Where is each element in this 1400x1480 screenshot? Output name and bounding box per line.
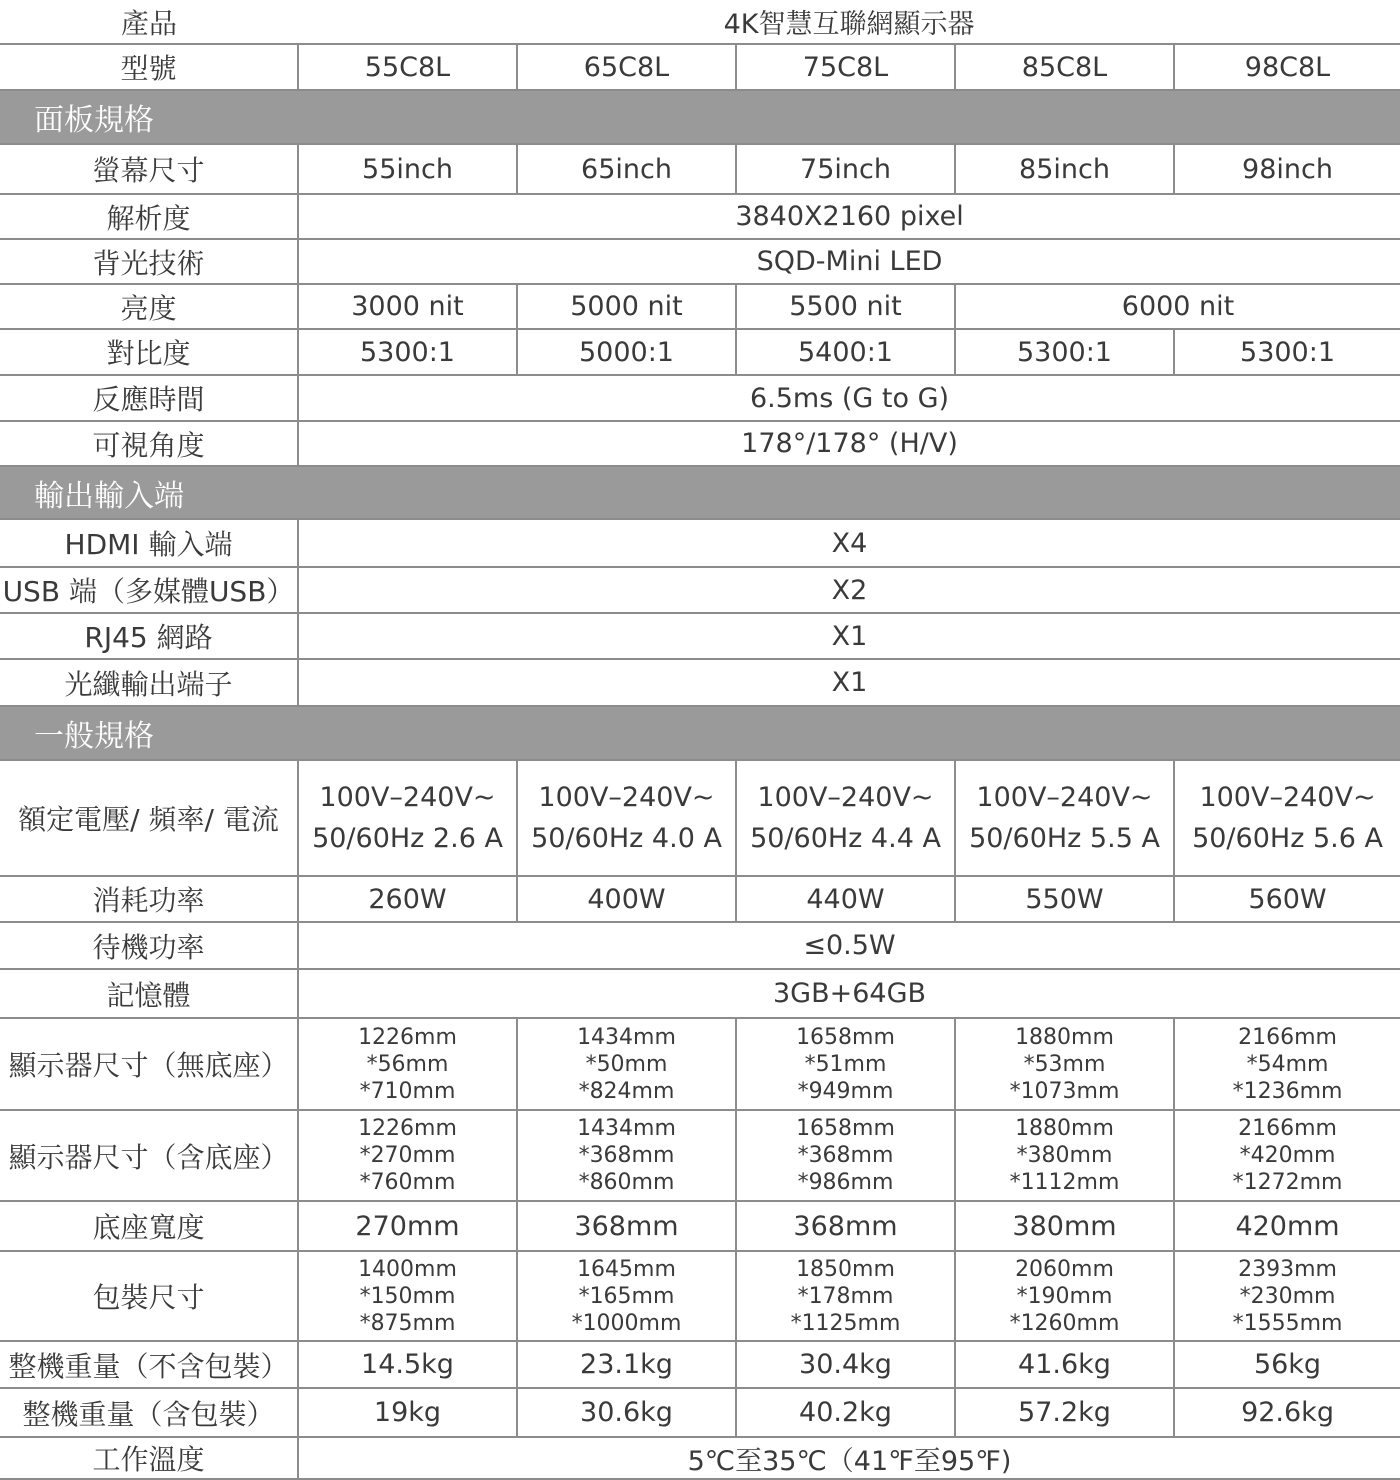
row-label: 顯示器尺寸（含底座） [0,1110,298,1201]
cell-line: *1112mm [1009,1170,1120,1195]
row-rated-power [0,760,1400,876]
section-general [0,706,1400,760]
cell-line: *710mm [359,1078,456,1104]
cell-value: X1 [298,613,1400,659]
row-label: 包裝尺寸 [0,1251,298,1341]
cell-line: 1658mm [796,1116,895,1141]
section-title: 面板規格 [0,90,1400,144]
cell-value: 98inch [1174,144,1400,194]
cell-value: 560W [1174,876,1400,922]
cell-value [298,760,517,876]
row-backlight [0,239,1400,284]
cell-value: 400W [517,876,736,922]
cell-line: 50/60Hz 4.0 A [531,823,722,854]
row-label: 光纖輸出端子 [0,659,298,706]
cell-line: *949mm [797,1078,894,1104]
cell-value [1174,1110,1400,1201]
cell-value: 420mm [1174,1201,1400,1251]
cell-line: *178mm [797,1283,894,1309]
row-memory [0,969,1400,1018]
cell-line: *1260mm [1009,1310,1120,1336]
cell-value [1174,1018,1400,1110]
cell-line: 1645mm [577,1256,676,1282]
cell-value: 380mm [955,1201,1174,1251]
cell-line: *50mm [585,1051,668,1077]
cell-line: 1434mm [577,1116,676,1141]
cell-line: 2166mm [1238,1116,1337,1141]
cell-value: 5000 nit [517,284,736,329]
model-row [0,44,1400,90]
cell-value: 178°/178° (H/V) [298,421,1400,466]
cell-line: *368mm [797,1143,894,1168]
section-panel [0,90,1400,144]
cell-line: *150mm [359,1283,456,1309]
cell-line: *860mm [578,1170,675,1195]
cell-value: 5300:1 [955,329,1174,375]
cell-value [955,1110,1174,1201]
row-viewing-angle [0,421,1400,466]
row-label: 記憶體 [0,969,298,1018]
cell-value [1174,760,1400,876]
cell-value: 5000:1 [517,329,736,375]
row-label: 整機重量（含包裝） [0,1388,298,1437]
model-85c8l: 85C8L [955,44,1174,90]
cell-value: 75inch [736,144,955,194]
cell-value: X2 [298,567,1400,613]
row-resolution [0,194,1400,239]
product-name: 4K智慧互聯網顯示器 [298,0,1400,44]
cell-value: 6.5ms (G to G) [298,375,1400,421]
cell-line: 1880mm [1015,1116,1114,1141]
cell-line: *230mm [1239,1283,1336,1309]
cell-line: 1226mm [358,1024,457,1050]
row-hdmi [0,519,1400,567]
product-label: 產品 [0,0,298,44]
section-title: 輸出輸入端 [0,466,1400,519]
cell-line: *165mm [578,1283,675,1309]
cell-line: 50/60Hz 2.6 A [312,823,503,854]
cell-line: *1555mm [1232,1310,1343,1336]
cell-value: 19kg [298,1388,517,1437]
section-io [0,466,1400,519]
cell-value: 30.4kg [736,1341,955,1388]
cell-line: *56mm [366,1051,449,1077]
row-contrast [0,329,1400,375]
cell-value: 92.6kg [1174,1388,1400,1437]
cell-line: *1125mm [790,1310,901,1336]
cell-line: 100V–240V~ [976,782,1153,813]
cell-value: 260W [298,876,517,922]
cell-value [955,1018,1174,1110]
cell-value: 3000 nit [298,284,517,329]
row-usb [0,567,1400,613]
cell-value: 270mm [298,1201,517,1251]
section-title: 一般規格 [0,706,1400,760]
cell-value: X1 [298,659,1400,706]
row-label: 工作溫度 [0,1437,298,1479]
cell-value: 57.2kg [955,1388,1174,1437]
cell-value: 40.2kg [736,1388,955,1437]
row-size-with-stand [0,1110,1400,1201]
cell-line: 100V–240V~ [1199,782,1376,813]
cell-value: ≤0.5W [298,922,1400,969]
row-optical [0,659,1400,706]
cell-value: 55inch [298,144,517,194]
cell-value [736,760,955,876]
row-response-time [0,375,1400,421]
model-75c8l: 75C8L [736,44,955,90]
row-label: 整機重量（不含包裝） [0,1341,298,1388]
cell-line: 1850mm [796,1256,895,1282]
row-label: 底座寬度 [0,1201,298,1251]
cell-value: 6000 nit [955,284,1400,329]
row-brightness [0,284,1400,329]
cell-value: SQD-Mini LED [298,239,1400,284]
cell-value: X4 [298,519,1400,567]
cell-line: *986mm [797,1170,894,1195]
cell-value: 85inch [955,144,1174,194]
cell-value: 5℃至35℃（41℉至95℉) [298,1437,1400,1479]
cell-value: 550W [955,876,1174,922]
cell-line: 2060mm [1015,1256,1114,1282]
cell-value: 3GB+64GB [298,969,1400,1018]
cell-line: 50/60Hz 5.6 A [1192,823,1383,854]
cell-line: *824mm [578,1078,675,1104]
model-65c8l: 65C8L [517,44,736,90]
cell-line: *270mm [359,1143,456,1168]
row-label: 顯示器尺寸（無底座） [0,1018,298,1110]
cell-line: 100V–240V~ [757,782,934,813]
cell-value: 5300:1 [1174,329,1400,375]
model-label: 型號 [0,44,298,90]
row-label: 螢幕尺寸 [0,144,298,194]
cell-value [736,1018,955,1110]
cell-line: 100V–240V~ [538,782,715,813]
cell-value: 56kg [1174,1341,1400,1388]
row-label: 解析度 [0,194,298,239]
cell-line: *420mm [1239,1143,1336,1168]
row-label: 亮度 [0,284,298,329]
row-label: RJ45 網路 [0,613,298,659]
row-label: USB 端（多媒體USB） [0,567,298,613]
cell-line: *1272mm [1232,1170,1343,1195]
cell-value: 5400:1 [736,329,955,375]
cell-line: 2166mm [1238,1024,1337,1050]
cell-value [736,1251,955,1341]
cell-line: *190mm [1016,1283,1113,1309]
cell-value [298,1018,517,1110]
cell-value [517,1110,736,1201]
cell-line: 1400mm [358,1256,457,1282]
row-label: 對比度 [0,329,298,375]
row-weight-no-package [0,1341,1400,1388]
cell-value: 440W [736,876,955,922]
cell-value: 5300:1 [298,329,517,375]
cell-line: *760mm [359,1170,456,1195]
cell-value [736,1110,955,1201]
cell-line: 50/60Hz 5.5 A [969,823,1160,854]
cell-line: *54mm [1246,1051,1329,1077]
cell-value: 3840X2160 pixel [298,194,1400,239]
cell-value [298,1110,517,1201]
row-label: 待機功率 [0,922,298,969]
cell-value [517,760,736,876]
cell-line: *53mm [1023,1051,1106,1077]
row-label: 額定電壓/ 頻率/ 電流 [0,760,298,876]
model-98c8l: 98C8L [1174,44,1400,90]
row-label: HDMI 輸入端 [0,519,298,567]
cell-line: *1073mm [1009,1078,1120,1104]
row-stand-width [0,1201,1400,1251]
cell-line: *1236mm [1232,1078,1343,1104]
cell-line: 50/60Hz 4.4 A [750,823,941,854]
row-label: 背光技術 [0,239,298,284]
cell-value: 14.5kg [298,1341,517,1388]
cell-value [1174,1251,1400,1341]
cell-value: 368mm [736,1201,955,1251]
row-power-consumption [0,876,1400,922]
cell-value: 23.1kg [517,1341,736,1388]
model-55c8l: 55C8L [298,44,517,90]
row-standby-power [0,922,1400,969]
cell-line: 1434mm [577,1024,676,1050]
cell-line: *875mm [359,1310,456,1336]
cell-line: 100V–240V~ [319,782,496,813]
cell-value: 5500 nit [736,284,955,329]
row-screen-size [0,144,1400,194]
row-package-size [0,1251,1400,1341]
cell-line: 1658mm [796,1024,895,1050]
cell-value: 41.6kg [955,1341,1174,1388]
cell-line: *380mm [1016,1143,1113,1168]
cell-value: 30.6kg [517,1388,736,1437]
product-row [0,0,1400,44]
row-operating-temp [0,1437,1400,1479]
row-label: 反應時間 [0,375,298,421]
cell-line: 2393mm [1238,1256,1337,1282]
cell-line: 1880mm [1015,1024,1114,1050]
cell-value [955,760,1174,876]
row-label: 消耗功率 [0,876,298,922]
cell-line: 1226mm [358,1116,457,1141]
cell-value: 368mm [517,1201,736,1251]
cell-value [517,1251,736,1341]
cell-value [955,1251,1174,1341]
cell-line: *1000mm [571,1310,682,1336]
cell-value [298,1251,517,1341]
row-weight-with-package [0,1388,1400,1437]
cell-line: *51mm [804,1051,887,1077]
cell-value [517,1018,736,1110]
row-label: 可視角度 [0,421,298,466]
cell-line: *368mm [578,1143,675,1168]
row-size-no-stand [0,1018,1400,1110]
cell-value: 65inch [517,144,736,194]
row-rj45 [0,613,1400,659]
